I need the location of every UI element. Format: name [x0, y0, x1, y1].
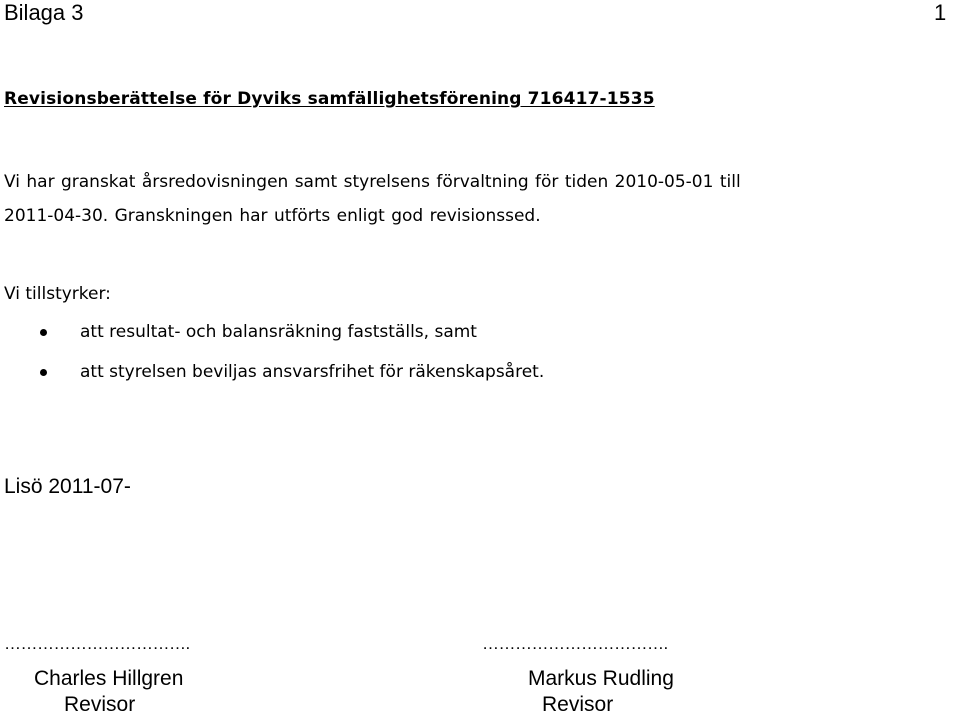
attachment-label: Bilaga 3: [4, 0, 84, 25]
signature-line-1: …………………………….: [4, 634, 190, 653]
paragraph-line-1: Vi har granskat årsredovisningen samt styrelsens förvaltning för tiden 2010-05-01 till: [4, 172, 741, 192]
audit-statement-paragraph: [4, 165, 954, 233]
signatory-role-2: Revisor: [542, 693, 614, 716]
signatory-name-2: Markus Rudling: [528, 667, 674, 690]
signature-line-2: …………………………….: [482, 634, 668, 653]
signatory-name-1: Charles Hillgren: [34, 667, 184, 690]
bullet-icon: [40, 369, 47, 376]
bullet-icon: [40, 329, 47, 336]
recommendation-intro: Vi tillstyrker:: [4, 284, 111, 304]
signatory-role-1: Revisor: [64, 693, 136, 716]
document-title: Revisionsberättelse för Dyviks samfällighetsförening 716417-1535: [4, 89, 655, 109]
paragraph-line-2: 2011-04-30. Granskningen har utförts enligt god revisionssed.: [4, 206, 541, 226]
page-number: 1: [934, 0, 947, 25]
place-and-date: Lisö 2011-07-: [4, 475, 131, 498]
list-item-text: att resultat- och balansräkning fastställs, samt: [80, 322, 477, 342]
list-item-text: att styrelsen beviljas ansvarsfrihet för räkenskapsåret.: [80, 362, 545, 382]
